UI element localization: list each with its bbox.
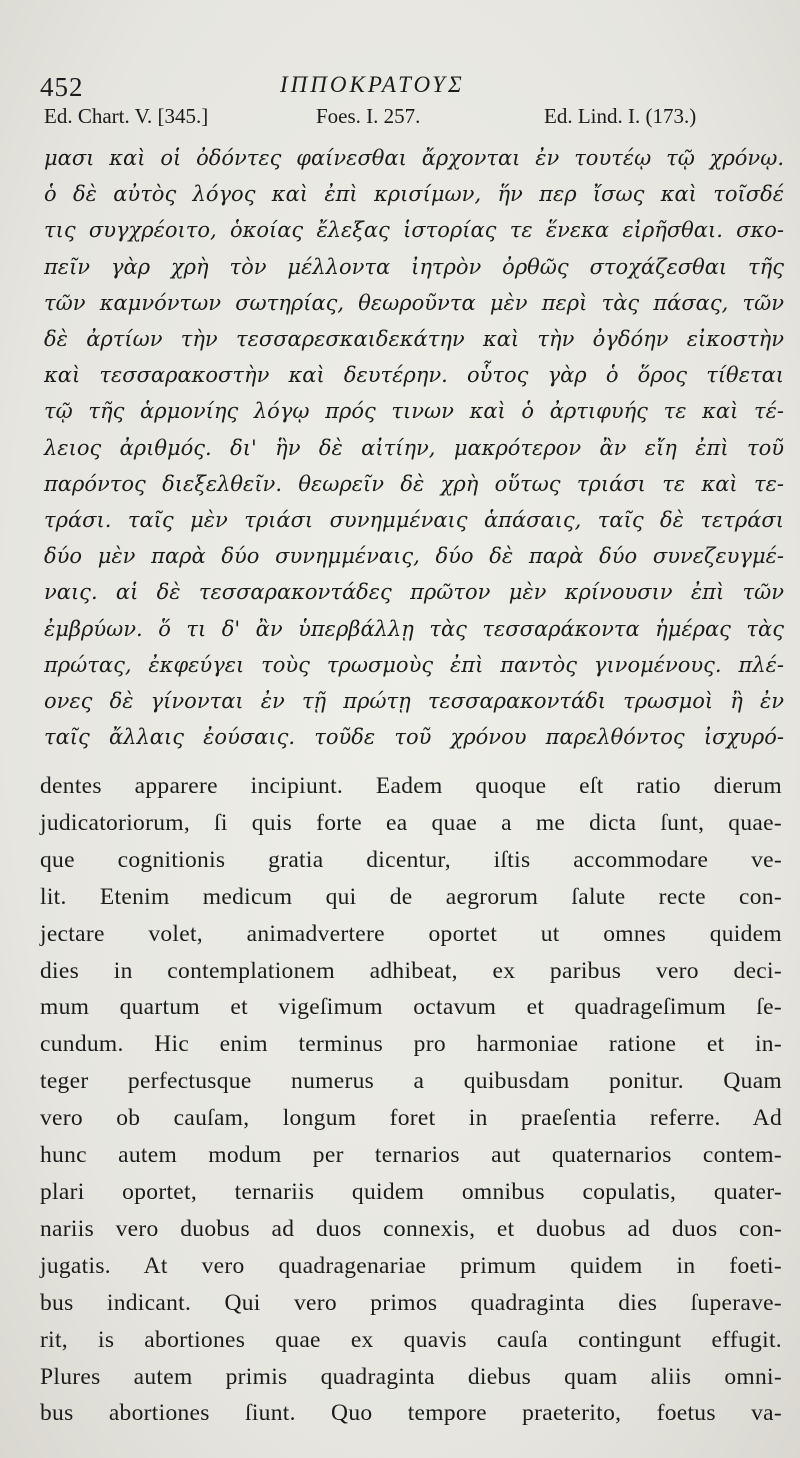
- greek-text-line: μασι καὶ οἱ ὀδόντες φαίνεσθαι ἄρχονται ἐν τουτέῳ τῷ χρόνῳ.: [44, 146, 784, 170]
- latin-text-line: que cognitionis gratia dicentur, iſtis accommodare ve-: [40, 846, 782, 873]
- greek-text-block: [44, 140, 784, 755]
- greek-text-line: ἐμβρύων. ὅ τι δ' ἂν ὑπερβάλλῃ τὰς τεσσαράκοντα ἡμέρας τὰς: [44, 616, 784, 641]
- greek-text-line: δὲ ἀρτίων τὴν τεσσαρεσκαιδεκάτην καὶ τὴν ὀγδόην εἰκοστὴν: [44, 327, 784, 352]
- running-title: ΙΠΠΟΚΡΑΤΟΥΣ: [280, 72, 465, 97]
- latin-text-line: Plures autem primis quadraginta diebus quam aliis omni-: [40, 1363, 782, 1390]
- latin-text-line: judicatoriorum, ſi quis forte ea quae a me dicta ſunt, quae-: [40, 809, 782, 836]
- latin-text-line: lit. Etenim medicum qui de aegrorum ſalute recte con-: [40, 883, 782, 910]
- greek-text-line: ναις. αἱ δὲ τεσσαρακοντάδες πρῶτον μὲν κρίνουσιν ἐπὶ τῶν: [44, 580, 784, 605]
- latin-text-block: [40, 768, 782, 1432]
- latin-text-line: jectare volet, animadvertere oportet ut omnes quidem: [40, 920, 782, 947]
- latin-text-line: jugatis. At vero quadragenariae primum quidem in foeti-: [40, 1252, 782, 1279]
- greek-text-line: ονες δὲ γίνονται ἐν τῇ πρώτῃ τεσσαρακοντάδι τρωσμοὶ ἢ ἐν: [44, 689, 784, 714]
- latin-text-line: bus indicant. Qui vero primos quadraginta dies ſuperave-: [40, 1289, 782, 1316]
- latin-text-line: cundum. Hic enim terminus pro harmoniae ratione et in-: [40, 1031, 782, 1058]
- greek-text-line: ταῖς ἄλλαις ἐούσαις. τοῦδε τοῦ χρόνου παρελθόντος ἰσχυρό-: [44, 725, 784, 750]
- foes-edition-ref: Foes. I. 257.: [316, 104, 421, 128]
- linden-edition-ref: Ed. Lind. I. (173.): [544, 104, 697, 128]
- latin-text-line: dentes apparere incipiunt. Eadem quoque eſt ratio dierum: [40, 773, 782, 799]
- latin-text-line: hunc autem modum per ternarios aut quaternarios contem-: [40, 1142, 782, 1169]
- latin-text-line: teger perfectusque numerus a quibusdam ponitur. Quam: [40, 1068, 782, 1095]
- greek-text-line: τράσι. ταῖς μὲν τριάσι συνημμέναις ἁπάσαις, ταῖς δὲ τετράσι: [44, 508, 784, 533]
- greek-text-line: ὁ δὲ αὐτὸς λόγος καὶ ἐπὶ κρισίμων, ἥν περ ἴσως καὶ τοῖσδέ: [44, 182, 784, 207]
- greek-text-line: τῶν καμνόντων σωτηρίας, θεωροῦντα μὲν περὶ τὰς πάσας, τῶν: [44, 290, 784, 315]
- greek-text-line: παρόντος διεξελθεῖν. θεωρεῖν δὲ χρὴ οὕτως τριάσι τε καὶ τε-: [44, 471, 784, 496]
- greek-text-line: τῷ τῆς ἁρμονίης λόγῳ πρός τινων καὶ ὁ ἀρτιφυής τε καὶ τέ-: [44, 399, 784, 424]
- edition-reference-line: [44, 104, 790, 136]
- latin-text-line: nariis vero duobus ad duos connexis, et duobus ad duos con-: [40, 1215, 782, 1242]
- page-header: [30, 62, 770, 102]
- greek-text-line: τις συγχρέοιτο, ὁκοίας ἔλεξας ἱστορίας τε ἕνεκα εἰρῆσθαι. σκο-: [44, 218, 784, 243]
- latin-text-line: plari oportet, ternariis quidem omnibus copulatis, quater-: [40, 1178, 782, 1205]
- greek-text-line: δύο μὲν παρὰ δύο συνημμέναις, δύο δὲ παρὰ δύο συνεζευγμέ-: [44, 544, 784, 569]
- greek-text-line: καὶ τεσσαρακοστὴν καὶ δευτέρην. οὗτος γὰρ ὁ ὅρος τίθεται: [44, 363, 784, 388]
- latin-text-line: bus abortiones ſiunt. Quo tempore praeterito, foetus va-: [40, 1400, 782, 1427]
- latin-text-line: dies in contemplationem adhibeat, ex paribus vero deci-: [40, 957, 782, 984]
- greek-text-line: λειος ἀριθμός. δι' ἣν δὲ αἰτίην, μακρότερον ἂν εἴη ἐπὶ τοῦ: [44, 435, 784, 460]
- latin-text-line: rit, is abortiones quae ex quavis cauſa contingunt effugit.: [40, 1326, 782, 1353]
- chartier-edition-ref: Ed. Chart. V. [345.]: [44, 104, 209, 128]
- latin-text-line: mum quartum et vigeſimum octavum et quadrageſimum ſe-: [40, 994, 782, 1021]
- greek-text-line: πρώτας, ἐκφεύγει τοὺς τρωσμοὺς ἐπὶ παντὸς γινομένους. πλέ-: [44, 652, 784, 677]
- latin-text-line: vero ob cauſam, longum foret in praeſentia referre. Ad: [40, 1105, 782, 1132]
- page-number: 452: [40, 72, 84, 102]
- greek-text-line: πεῖν γὰρ χρὴ τὸν μέλλοντα ἰητρὸν ὀρθῶς στοχάζεσθαι τῆς: [44, 254, 784, 279]
